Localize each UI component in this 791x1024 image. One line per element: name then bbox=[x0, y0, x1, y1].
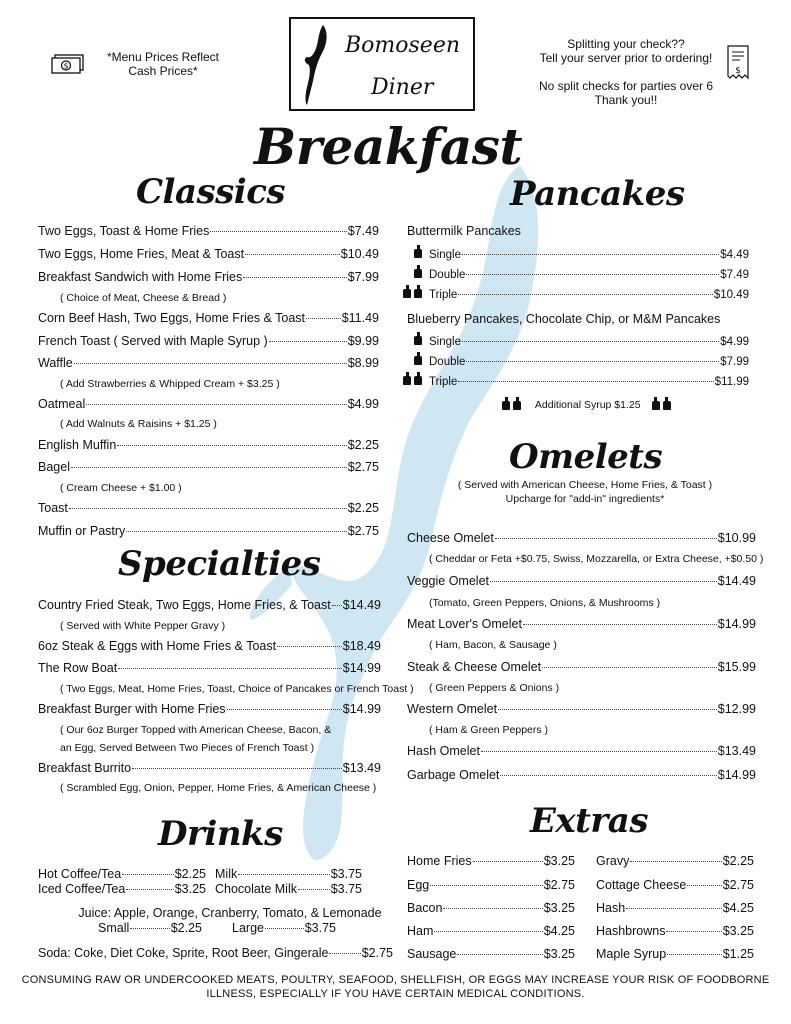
item-price: $2.25 bbox=[722, 854, 754, 868]
syrup-bottle-icon bbox=[652, 397, 660, 410]
menu-item bbox=[38, 659, 381, 677]
menu-item bbox=[407, 876, 575, 894]
menu-item bbox=[407, 572, 756, 590]
item-price: $7.99 bbox=[347, 270, 379, 284]
item-name: Soda: Coke, Diet Coke, Sprite, Root Beer, Gingerale bbox=[38, 946, 329, 960]
item-price: $2.75 bbox=[543, 878, 575, 892]
item-note: ( Add Walnuts & Raisins + $1.25 ) bbox=[60, 418, 217, 430]
leader-dots bbox=[481, 751, 717, 752]
syrup-bottle-icon bbox=[414, 352, 422, 365]
item-price: $2.75 bbox=[347, 524, 379, 538]
menu-item bbox=[407, 700, 756, 718]
svg-text:$: $ bbox=[63, 61, 69, 71]
pancake-group-specialty: Blueberry Pancakes, Chocolate Chip, or M&M Pancakes bbox=[407, 312, 721, 326]
drinks-title: Drinks bbox=[158, 814, 283, 854]
menu-item bbox=[38, 596, 381, 614]
item-name: Double bbox=[429, 356, 466, 368]
drink-juice-small bbox=[98, 919, 202, 937]
leader-dots bbox=[443, 908, 542, 909]
omelets-note2: Upcharge for "add-in" ingredients* bbox=[505, 493, 665, 505]
menu-item bbox=[38, 700, 381, 718]
menu-item bbox=[38, 245, 379, 263]
item-name: Bagel bbox=[38, 460, 70, 474]
item-name: Home Fries bbox=[407, 854, 472, 868]
leader-dots bbox=[118, 668, 342, 669]
leader-dots bbox=[495, 538, 717, 539]
item-price: $3.25 bbox=[543, 947, 575, 961]
additional-syrup-note bbox=[502, 397, 674, 413]
menu-item bbox=[596, 899, 754, 917]
pancake-group-buttermilk: Buttermilk Pancakes bbox=[407, 224, 521, 238]
menu-item bbox=[596, 922, 754, 940]
split-check-note2 bbox=[528, 79, 724, 107]
item-price: $2.25 bbox=[347, 501, 379, 515]
item-name: Single bbox=[429, 249, 461, 261]
syrup-bottle-icon bbox=[414, 332, 422, 345]
leader-dots bbox=[69, 508, 347, 509]
syrup-bottle-icons bbox=[403, 332, 425, 345]
item-price: $11.49 bbox=[341, 311, 379, 325]
menu-item bbox=[407, 615, 756, 633]
pancake-size-item bbox=[403, 245, 749, 263]
split-note2-line1: No split checks for parties over 6 bbox=[538, 79, 714, 93]
item-name: Country Fried Steak, Two Eggs, Home Fries, & Toast bbox=[38, 598, 331, 612]
leader-dots bbox=[74, 363, 347, 364]
pancake-size-item bbox=[403, 265, 749, 283]
item-name: Two Eggs, Home Fries, Meat & Toast bbox=[38, 247, 245, 261]
item-name: Chocolate Milk bbox=[215, 882, 297, 896]
drink-chocolate-milk bbox=[215, 880, 362, 898]
menu-item bbox=[596, 876, 754, 894]
leader-dots bbox=[210, 231, 346, 232]
menu-item bbox=[38, 332, 379, 350]
item-name: Muffin or Pastry bbox=[38, 524, 126, 538]
specialties-title: Specialties bbox=[118, 544, 321, 584]
item-price: $3.25 bbox=[174, 882, 206, 896]
disclaimer-line2: ILLNESS, ESPECIALLY IF YOU HAVE CERTAIN MEDICAL CONDITIONS. bbox=[206, 988, 585, 1000]
leader-dots bbox=[458, 294, 712, 295]
item-name: Triple bbox=[429, 376, 458, 388]
leader-dots bbox=[462, 341, 719, 342]
item-name: Corn Beef Hash, Two Eggs, Home Fries & Toast bbox=[38, 311, 306, 325]
drink-juice-list: Juice: Apple, Orange, Cranberry, Tomato, & Lemonade bbox=[78, 906, 382, 920]
item-note: ( Two Eggs, Meat, Home Fries, Toast, Choice of Pancakes or French Toast ) bbox=[60, 683, 414, 695]
menu-item bbox=[407, 852, 575, 870]
leader-dots bbox=[269, 341, 347, 342]
leader-dots bbox=[243, 277, 346, 278]
split-note-line2: Tell your server prior to ordering! bbox=[539, 51, 713, 65]
leader-dots bbox=[227, 709, 342, 710]
item-name: Triple bbox=[429, 289, 458, 301]
item-price: $14.99 bbox=[342, 661, 381, 675]
menu-item bbox=[407, 658, 756, 676]
pancake-size-item bbox=[403, 332, 749, 350]
extras-title: Extras bbox=[530, 801, 648, 841]
split-check-note bbox=[528, 37, 724, 65]
leader-dots bbox=[466, 274, 719, 275]
item-price: $3.75 bbox=[330, 867, 362, 881]
leader-dots bbox=[126, 531, 346, 532]
item-price: $3.25 bbox=[722, 924, 754, 938]
item-note: ( Choice of Meat, Cheese & Bread ) bbox=[60, 292, 227, 304]
menu-item bbox=[596, 945, 754, 963]
drink-soda bbox=[38, 944, 393, 962]
item-name: Oatmeal bbox=[38, 397, 86, 411]
receipt-icon bbox=[724, 44, 752, 80]
leader-dots bbox=[245, 254, 340, 255]
item-price: $12.99 bbox=[717, 702, 756, 716]
item-name: Waffle bbox=[38, 356, 73, 370]
syrup-bottle-icon bbox=[403, 372, 411, 385]
item-name: Ham bbox=[407, 924, 434, 938]
item-price: $18.49 bbox=[342, 639, 381, 653]
menu-item bbox=[407, 766, 756, 784]
leader-dots bbox=[306, 318, 341, 319]
food-safety-disclaimer bbox=[10, 973, 781, 1001]
item-name: Milk bbox=[215, 867, 238, 881]
menu-item bbox=[38, 309, 379, 327]
item-price: $10.49 bbox=[713, 289, 749, 301]
item-name: Small bbox=[98, 921, 130, 935]
syrup-bottle-icon bbox=[513, 397, 521, 410]
syrup-bottle-icon bbox=[663, 397, 671, 410]
leader-dots bbox=[332, 605, 342, 606]
syrup-bottle-icon bbox=[403, 285, 411, 298]
item-name: Iced Coffee/Tea bbox=[38, 882, 126, 896]
leader-dots bbox=[117, 445, 346, 446]
svg-text:$: $ bbox=[735, 66, 741, 76]
leader-dots bbox=[71, 467, 347, 468]
menu-item bbox=[38, 222, 379, 240]
menu-item bbox=[38, 354, 379, 372]
item-price: $4.25 bbox=[722, 901, 754, 915]
item-name: Large bbox=[232, 921, 264, 935]
item-name: Garbage Omelet bbox=[407, 768, 500, 782]
item-price: $7.49 bbox=[347, 224, 379, 238]
item-note: ( Ham & Green Peppers ) bbox=[429, 724, 549, 736]
item-note: ( Green Peppers & Onions ) bbox=[429, 682, 560, 694]
leader-dots bbox=[523, 624, 717, 625]
item-price: $14.99 bbox=[342, 702, 381, 716]
leader-dots bbox=[490, 581, 717, 582]
logo-line1: Bomoseen bbox=[345, 33, 461, 58]
item-price: $3.75 bbox=[330, 882, 362, 896]
item-price: $2.25 bbox=[174, 867, 206, 881]
item-name: 6oz Steak & Eggs with Home Fries & Toast bbox=[38, 639, 277, 653]
item-price: $15.99 bbox=[717, 660, 756, 674]
omelets-title: Omelets bbox=[509, 437, 663, 477]
item-name: Two Eggs, Toast & Home Fries bbox=[38, 224, 210, 238]
syrup-bottle-icons bbox=[403, 352, 425, 365]
item-price: $2.75 bbox=[722, 878, 754, 892]
leader-dots bbox=[498, 709, 717, 710]
leader-dots bbox=[666, 931, 721, 932]
syrup-bottle-icons bbox=[403, 265, 425, 278]
item-price: $4.99 bbox=[720, 336, 749, 348]
item-name: Cottage Cheese bbox=[596, 878, 687, 892]
item-price: $2.25 bbox=[170, 921, 202, 935]
drink-iced-coffee bbox=[38, 880, 206, 898]
menu-item bbox=[38, 436, 379, 454]
leader-dots bbox=[132, 768, 342, 769]
syrup-bottle-icon bbox=[414, 265, 422, 278]
leader-dots bbox=[667, 954, 722, 955]
omelets-note1: ( Served with American Cheese, Home Fries, & Toast ) bbox=[457, 479, 713, 491]
syrup-bottle-icon bbox=[502, 397, 510, 410]
menu-item bbox=[38, 637, 381, 655]
page-title: Breakfast bbox=[253, 117, 523, 176]
menu-item bbox=[407, 899, 575, 917]
menu-item bbox=[407, 945, 575, 963]
syrup-bottle-icon bbox=[414, 372, 422, 385]
item-price: $4.99 bbox=[347, 397, 379, 411]
item-name: English Muffin bbox=[38, 438, 117, 452]
item-name: Hot Coffee/Tea bbox=[38, 867, 122, 881]
pancake-size-item bbox=[403, 285, 749, 303]
menu-item bbox=[38, 522, 379, 540]
item-note: (Tomato, Green Peppers, Onions, & Mushrooms ) bbox=[429, 597, 661, 609]
syrup-bottle-icons bbox=[403, 285, 425, 298]
item-name: French Toast ( Served with Maple Syrup ) bbox=[38, 334, 268, 348]
item-name: Breakfast Burrito bbox=[38, 761, 132, 775]
item-name: Veggie Omelet bbox=[407, 574, 489, 588]
classics-title: Classics bbox=[136, 172, 286, 212]
item-name: Double bbox=[429, 269, 466, 281]
item-note: ( Scrambled Egg, Onion, Pepper, Home Fries, & American Cheese ) bbox=[60, 782, 377, 794]
item-name: Hash bbox=[596, 901, 626, 915]
syrup-bottle-icon bbox=[414, 285, 422, 298]
item-price: $8.99 bbox=[347, 356, 379, 370]
item-note: ( Ham, Bacon, & Sausage ) bbox=[429, 639, 557, 651]
lake-logo-icon bbox=[299, 23, 333, 107]
item-price: $14.49 bbox=[342, 598, 381, 612]
item-name: Sausage bbox=[407, 947, 457, 961]
item-name: Gravy bbox=[596, 854, 630, 868]
leader-dots bbox=[630, 861, 721, 862]
item-note: ( Served with White Pepper Gravy ) bbox=[60, 620, 226, 632]
leader-dots bbox=[473, 861, 543, 862]
item-price: $14.99 bbox=[717, 617, 756, 631]
item-price: $10.99 bbox=[717, 531, 756, 545]
menu-item bbox=[38, 395, 379, 413]
disclaimer-line1: CONSUMING RAW OR UNDERCOOKED MEATS, POULTRY, SEAFOOD, SHELLFISH, OR EGGS MAY INCREASE YOUR RISK OF FOODBORNE bbox=[21, 974, 770, 986]
drink-juice-large bbox=[232, 919, 336, 937]
leader-dots bbox=[500, 775, 716, 776]
item-price: $1.25 bbox=[722, 947, 754, 961]
item-name: Steak & Cheese Omelet bbox=[407, 660, 542, 674]
item-note: ( Cheddar or Feta +$0.75, Swiss, Mozzarella, or Extra Cheese, +$0.50 ) bbox=[429, 553, 764, 565]
item-name: Breakfast Sandwich with Home Fries bbox=[38, 270, 243, 284]
leader-dots bbox=[687, 885, 721, 886]
menu-item bbox=[38, 759, 381, 777]
menu-item bbox=[38, 268, 379, 286]
split-note2-line2: Thank you!! bbox=[594, 93, 658, 107]
item-price: $3.25 bbox=[543, 854, 575, 868]
item-price: $2.25 bbox=[347, 438, 379, 452]
item-price: $13.49 bbox=[717, 744, 756, 758]
leader-dots bbox=[277, 646, 342, 647]
item-price: $3.75 bbox=[304, 921, 336, 935]
item-price: $2.75 bbox=[347, 460, 379, 474]
leader-dots bbox=[462, 254, 719, 255]
item-price: $9.99 bbox=[347, 334, 379, 348]
leader-dots bbox=[434, 931, 542, 932]
item-price: $7.99 bbox=[720, 356, 749, 368]
item-name: Meat Lover's Omelet bbox=[407, 617, 522, 631]
cash-note-line1: *Menu Prices Reflect bbox=[106, 50, 220, 64]
item-price: $11.99 bbox=[714, 376, 749, 388]
item-note: an Egg, Served Between Two Pieces of French Toast ) bbox=[60, 742, 315, 754]
leader-dots bbox=[457, 954, 542, 955]
item-price: $4.49 bbox=[720, 249, 749, 261]
menu-item bbox=[407, 742, 756, 760]
leader-dots bbox=[542, 667, 717, 668]
menu-item bbox=[407, 922, 575, 940]
leader-dots bbox=[626, 908, 722, 909]
item-name: Toast bbox=[38, 501, 68, 515]
item-note: ( Cream Cheese + $1.00 ) bbox=[60, 482, 182, 494]
leader-dots bbox=[458, 381, 713, 382]
item-name: Bacon bbox=[407, 901, 443, 915]
item-name: Breakfast Burger with Home Fries bbox=[38, 702, 226, 716]
item-name: Egg bbox=[407, 878, 430, 892]
item-name: The Row Boat bbox=[38, 661, 118, 675]
item-note: ( Our 6oz Burger Topped with American Cheese, Bacon, & bbox=[60, 724, 332, 736]
item-name: Cheese Omelet bbox=[407, 531, 494, 545]
item-price: $14.99 bbox=[717, 768, 756, 782]
pancake-size-item bbox=[403, 372, 749, 390]
diner-logo bbox=[289, 17, 475, 111]
pancakes-title: Pancakes bbox=[510, 174, 685, 214]
syrup-bottle-icon bbox=[414, 245, 422, 258]
item-price: $2.75 bbox=[361, 946, 393, 960]
cash-note-line2: Cash Prices* bbox=[128, 64, 198, 78]
leader-dots bbox=[86, 404, 346, 405]
item-price: $3.25 bbox=[543, 901, 575, 915]
logo-line2: Diner bbox=[371, 75, 434, 100]
item-note: ( Add Strawberries & Whipped Cream + $3.25 ) bbox=[60, 378, 280, 390]
item-price: $4.25 bbox=[543, 924, 575, 938]
leader-dots bbox=[466, 361, 719, 362]
item-price: $13.49 bbox=[342, 761, 381, 775]
syrup-note-text: Additional Syrup $1.25 bbox=[534, 399, 641, 411]
item-name: Maple Syrup bbox=[596, 947, 667, 961]
leader-dots bbox=[430, 885, 542, 886]
pancake-size-item bbox=[403, 352, 749, 370]
item-price: $7.49 bbox=[720, 269, 749, 281]
syrup-bottle-icons bbox=[403, 245, 425, 258]
menu-item bbox=[38, 499, 379, 517]
item-name: Hashbrowns bbox=[596, 924, 666, 938]
split-note-line1: Splitting your check?? bbox=[567, 37, 685, 51]
menu-item bbox=[38, 458, 379, 476]
menu-item bbox=[407, 529, 756, 547]
cash-icon bbox=[51, 54, 85, 74]
item-name: Western Omelet bbox=[407, 702, 498, 716]
item-name: Hash Omelet bbox=[407, 744, 480, 758]
item-name: Single bbox=[429, 336, 461, 348]
cash-price-note bbox=[88, 50, 238, 78]
syrup-bottle-icons bbox=[403, 372, 425, 385]
menu-item bbox=[596, 852, 754, 870]
item-price: $14.49 bbox=[717, 574, 756, 588]
item-price: $10.49 bbox=[340, 247, 379, 261]
